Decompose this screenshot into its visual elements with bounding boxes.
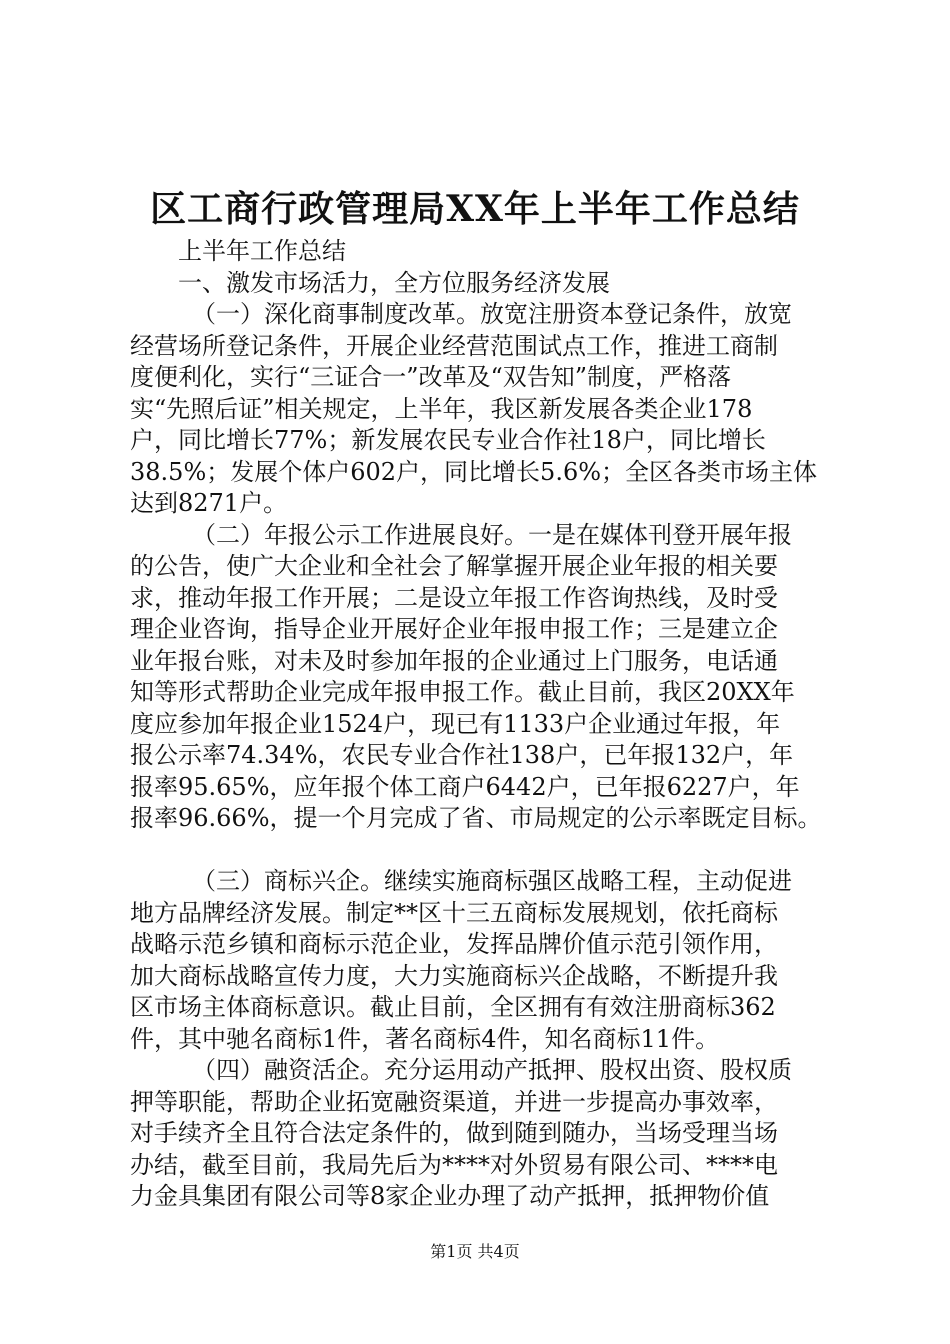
paragraph-line: 户，同比增长77%；新发展农民专业合作社18户，同比增长 — [130, 426, 766, 454]
paragraph-line: 报公示率74.34%，农民专业合作社138户，已年报132户，年 — [130, 741, 794, 769]
paragraph-line: 度应参加年报企业1524户，现已有1133户企业通过年报，年 — [130, 709, 781, 738]
paragraph-line: 知等形式帮助企业完成年报申报工作。截止目前，我区20XX年 — [130, 678, 795, 706]
paragraph-line: 战略示范乡镇和商标示范企业，发挥品牌价值示范引领作用， — [130, 930, 778, 958]
paragraph-line: 押等职能，帮助企业拓宽融资渠道，并进一步提高办事效率， — [130, 1087, 778, 1116]
paragraph-line: 报率95.65%，应年报个体工商户6442户，已年报6227户，年 — [130, 772, 800, 801]
paragraph-line: 力金具集团有限公司等8家企业办理了动产抵押，抵押物价值 — [130, 1182, 770, 1210]
paragraph-1 — [130, 299, 842, 520]
blank-line — [130, 835, 842, 867]
paragraph-line: 地方品牌经济发展。制定**区十三五商标发展规划，依托商标 — [130, 898, 778, 927]
paragraph-4 — [130, 1055, 842, 1213]
paragraph-2 — [130, 520, 842, 835]
paragraph-line: 加大商标战略宣传力度，大力实施商标兴企战略，不断提升我 — [130, 961, 778, 990]
paragraph-line: 对手续齐全且符合法定条件的，做到随到随办，当场受理当场 — [130, 1119, 778, 1147]
paragraph-line: 的公告，使广大企业和全社会了解掌握开展企业年报的相关要 — [130, 552, 778, 580]
paragraph-line: 件，其中驰名商标1件，著名商标4件，知名商标11件。 — [130, 1024, 720, 1053]
page-number-footer: 第1页 共4页 — [430, 1242, 520, 1261]
paragraph-3 — [130, 866, 842, 1055]
paragraph-line: 实“先照后证”相关规定，上半年，我区新发展各类企业178 — [130, 394, 753, 423]
subtitle: 上半年工作总结 — [178, 237, 346, 265]
paragraph-line: （二）年报公示工作进展良好。一是在媒体刊登开展年报 — [192, 520, 792, 549]
document-title: 区工商行政管理局XX年上半年工作总结 — [150, 188, 800, 230]
paragraph-line: （四）融资活企。充分运用动产抵押、股权出资、股权质 — [192, 1056, 792, 1084]
paragraph-line: 区市场主体商标意识。截止目前，全区拥有有效注册商标362 — [130, 993, 776, 1021]
paragraph-line: 业年报台账，对未及时参加年报的企业通过上门服务，电话通 — [130, 646, 778, 675]
paragraph-line: 求，推动年报工作开展；二是设立年报工作咨询热线，及时受 — [130, 583, 778, 612]
paragraph-line: 理企业咨询，指导企业开展好企业年报申报工作；三是建立企 — [130, 615, 778, 643]
section-heading: 一、激发市场活力，全方位服务经济发展 — [178, 268, 610, 297]
document-body — [130, 236, 842, 1213]
paragraph-line: （三）商标兴企。继续实施商标强区战略工程，主动促进 — [192, 867, 792, 895]
paragraph-line: 报率96.66%，提一个月完成了省、市局规定的公示率既定目标。 — [130, 804, 822, 832]
paragraph-line: 达到8271户。 — [130, 489, 288, 517]
paragraph-line: （一）深化商事制度改革。放宽注册资本登记条件，放宽 — [192, 300, 792, 328]
paragraph-line: 度便利化，实行“三证合一”改革及“双告知”制度，严格落 — [130, 363, 732, 391]
paragraph-line: 办结，截至目前，我局先后为****对外贸易有限公司、****电 — [130, 1150, 778, 1179]
paragraph-line: 经营场所登记条件，开展企业经营范围试点工作，推进工商制 — [130, 331, 778, 360]
paragraph-line: 38.5%；发展个体户602户，同比增长5.6%；全区各类市场主体 — [130, 457, 818, 486]
